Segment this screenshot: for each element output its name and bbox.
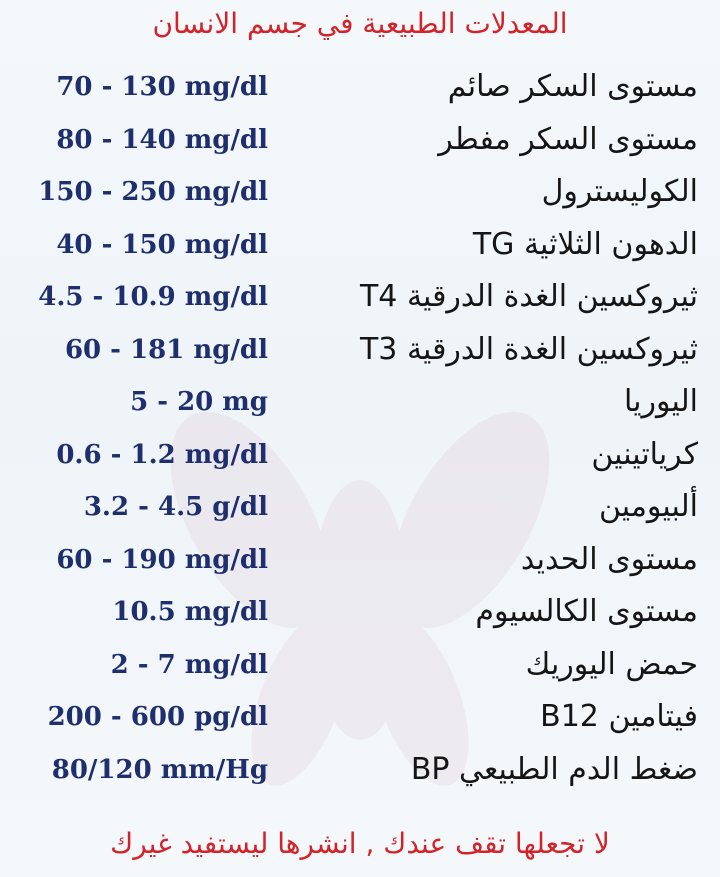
share-footer: لا تجعلها تقف عندك , انشرها ليستفيد غيرك bbox=[110, 827, 610, 860]
normal-range: 80/120 mm/Hg bbox=[51, 754, 268, 785]
normal-range: 5 - 20 mg bbox=[130, 387, 268, 417]
page-title: المعدلات الطبيعية في جسم الانسان bbox=[152, 7, 568, 40]
normal-range: 4.5 - 10.9 mg/dl bbox=[38, 282, 268, 312]
test-name: الكوليسترول bbox=[541, 174, 698, 209]
test-name: مستوى الكالسيوم bbox=[475, 594, 698, 629]
test-name: ثيروكسين الغدة الدرقية T4 bbox=[359, 279, 698, 314]
test-name: مستوى السكر صائم bbox=[447, 69, 698, 104]
normal-range: 60 - 181 ng/dl bbox=[64, 334, 268, 365]
normal-range: 150 - 250 mg/dl bbox=[38, 177, 268, 207]
list-item bbox=[0, 690, 720, 743]
list-item bbox=[0, 480, 720, 533]
test-name: مستوى الحديد bbox=[520, 541, 698, 577]
list-item bbox=[0, 323, 720, 376]
normal-range: 70 - 130 mg/dl bbox=[56, 72, 268, 102]
test-name: اليوريا bbox=[623, 384, 698, 419]
list-item bbox=[0, 165, 720, 218]
test-name: ضغط الدم الطبيعي BP bbox=[410, 751, 698, 787]
test-name: ألبيومين bbox=[598, 489, 698, 524]
test-name: الدهون الثلاثية TG bbox=[472, 226, 698, 262]
test-name: فيتامين B12 bbox=[540, 699, 698, 734]
normal-range: 3.2 - 4.5 g/dl bbox=[83, 492, 268, 522]
normal-range: 0.6 - 1.2 mg/dl bbox=[56, 439, 268, 470]
normal-range: 200 - 600 pg/dl bbox=[47, 702, 268, 732]
test-name: ثيروكسين الغدة الدرقية T3 bbox=[359, 331, 698, 367]
normal-range: 60 - 190 mg/dl bbox=[56, 544, 268, 575]
list-item bbox=[0, 270, 720, 323]
list-item bbox=[0, 375, 720, 428]
list-item bbox=[0, 428, 720, 481]
normal-range: 80 - 140 mg/dl bbox=[56, 124, 268, 155]
test-name: حمض اليوريك bbox=[525, 646, 698, 682]
list-item bbox=[0, 533, 720, 586]
list-item bbox=[0, 743, 720, 796]
list-item bbox=[0, 60, 720, 113]
normal-range: 2 - 7 mg/dl bbox=[110, 649, 268, 680]
test-name: مستوى السكر مفطر bbox=[438, 121, 698, 157]
ranges-list bbox=[0, 60, 720, 795]
list-item bbox=[0, 638, 720, 691]
list-item bbox=[0, 218, 720, 271]
list-item bbox=[0, 585, 720, 638]
normal-range: 40 - 150 mg/dl bbox=[56, 229, 268, 260]
test-name: كرياتينين bbox=[591, 436, 698, 472]
list-item bbox=[0, 113, 720, 166]
normal-range: 10.5 mg/dl bbox=[112, 597, 268, 627]
